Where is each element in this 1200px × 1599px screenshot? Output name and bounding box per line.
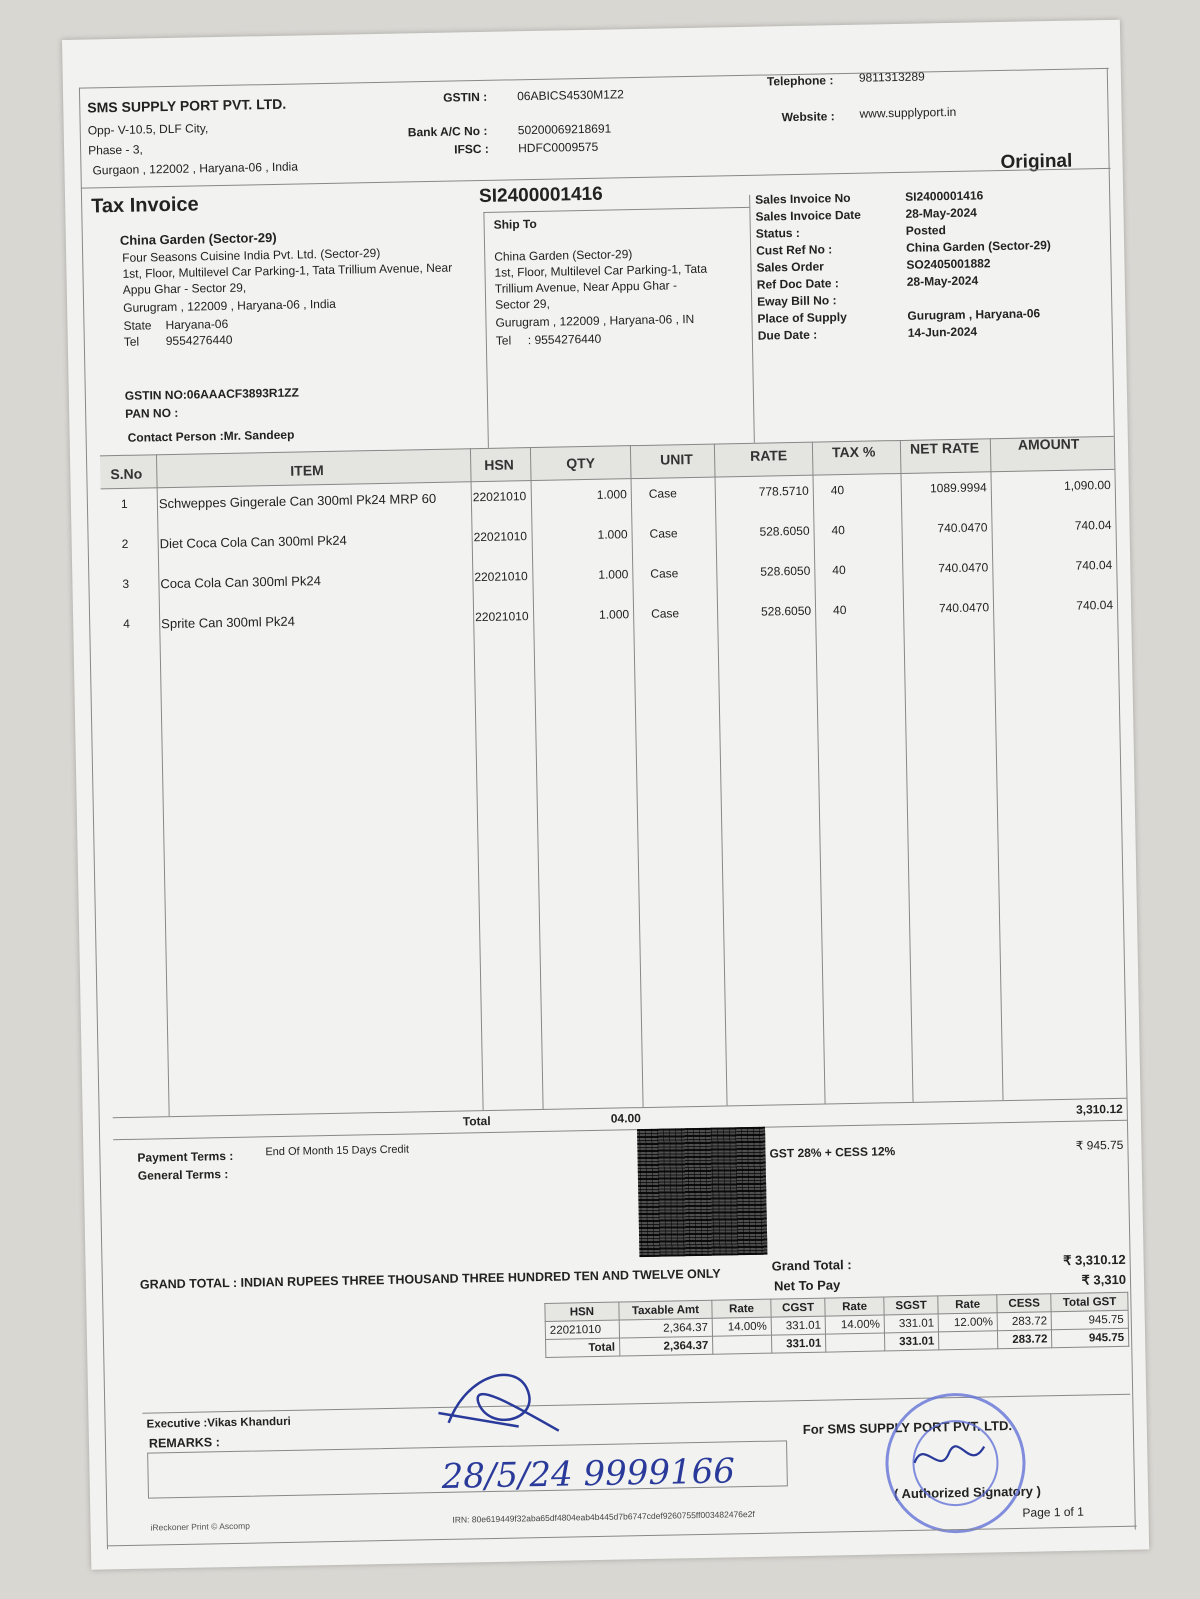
gstin-label: GSTIN : [443,89,488,105]
stamp-signature [909,1436,990,1478]
header-sno: S.No [110,465,143,483]
bill-to-gstin: GSTIN NO:06AAACF3893R1ZZ [124,385,299,403]
tax-cell: 14.00% [825,1315,884,1334]
tax-total-cell: 331.01 [885,1332,940,1351]
authorized-signatory: ( Authorized Signatory ) [893,1483,1042,1502]
item-hsn: 22021010 [473,529,528,545]
grand-total-value: ₹ 3,310.12 [1062,1251,1126,1269]
irn-number: IRN: 80e619449f32aba65df4804eab4b445d7b6747cdef9260755ff003482476e2f [452,1508,755,1525]
item-item: Diet Coca Cola Can 300ml Pk24 [159,532,347,552]
header-unit: UNIT [660,450,693,468]
meta-label: Ref Doc Date : [756,276,839,292]
bill-to-line4: Gurugram , 122009 , Haryana-06 , India [123,296,337,315]
bill-to-name: China Garden (Sector-29) [119,229,277,248]
bill-to-line2: 1st, Floor, Multilevel Car Parking-1, Tata Trillium Avenue, Near [122,260,453,281]
tax-cell: 22021010 [545,1320,619,1339]
grand-total-label: Grand Total : [771,1257,852,1274]
item-sno: 3 [122,576,130,591]
tax-cell: 331.01 [771,1316,826,1335]
meta-value: Posted [905,223,946,238]
meta-label: Status : [755,225,800,241]
ship-to-line2: 1st, Floor, Multilevel Car Parking-1, Tata [494,261,708,280]
page-number: Page 1 of 1 [1022,1504,1084,1520]
item-rate: 528.6050 [760,603,812,619]
total-amount: 3,310.12 [1075,1101,1123,1117]
bank-value: 50200069218691 [517,121,612,138]
meta-label: Cust Ref No : [756,242,833,258]
table-row [103,592,1117,635]
telephone-label: Telephone : [766,73,834,89]
tax-header-cell: Taxable Amt [619,1300,713,1320]
item-tax: 40 [830,483,845,498]
tax-header-cell: Total GST [1051,1292,1128,1311]
gst-label: GST 28% + CESS 12% [769,1144,896,1161]
tax-header-cell: SGST [884,1296,939,1315]
header-item: ITEM [290,462,324,479]
tax-cell: 14.00% [712,1317,771,1336]
item-amount: 740.04 [1075,557,1113,573]
item-rate: 528.6050 [759,523,810,539]
item-tax: 40 [832,603,847,618]
gstin-value: 06ABICS4530M1Z2 [517,87,625,104]
item-sno: 2 [121,536,129,551]
invoice-paper [62,20,1149,1570]
general-terms-label: General Terms : [137,1167,229,1183]
tax-cell: 945.75 [1051,1310,1128,1329]
invoice-number: SI2400001416 [478,183,603,208]
meta-label: Sales Invoice No [755,190,851,207]
top-border [79,68,1109,89]
company-address-line1: Opp- V-10.5, DLF City, [87,121,209,138]
ship-to-line1: China Garden (Sector-29) [494,247,633,264]
telephone-value: 9811313289 [858,69,925,85]
company-address-line2: Phase - 3, [87,142,143,158]
executive: Executive :Vikas Khanduri [146,1415,291,1431]
bank-label: Bank A/C No : [407,123,488,140]
item-sno: 4 [123,616,131,631]
for-company: For SMS SUPPLY PORT PVT. LTD. [802,1418,1013,1438]
meta-value: China Garden (Sector-29) [906,238,1051,255]
tax-cell: 12.00% [938,1313,997,1332]
tax-cell: 331.01 [884,1314,939,1333]
item-tax: 40 [832,563,846,578]
tax-summary-table [544,1292,1129,1358]
table-row [102,552,1116,595]
header-amount: AMOUNT [1017,435,1080,453]
qr-code [637,1127,767,1257]
website-value: www.supplyport.in [859,104,957,121]
item-item: Sprite Can 300ml Pk24 [161,613,296,632]
item-tax: 40 [831,523,846,538]
signature-scribble [427,1361,569,1444]
tax-total-cell [713,1335,772,1354]
item-qty: 1.000 [597,527,628,542]
item-rate: 778.5710 [758,483,809,499]
bill-to-state: Haryana-06 [165,316,229,333]
meta-value: 28-May-2024 [906,273,979,289]
company-name: SMS SUPPLY PORT PVT. LTD. [87,95,287,116]
bill-to-pan: PAN NO : [125,405,179,421]
item-hsn: 22021010 [472,489,527,505]
website-label: Website : [781,109,835,125]
item-rate: 528.6050 [760,563,811,579]
shipto-meta-divider [749,195,755,443]
ship-to-line4: Sector 29, [495,296,550,312]
header-hsn: HSN [484,456,514,473]
tax-total-cell: 283.72 [998,1330,1053,1349]
net-to-pay-label: Net To Pay [773,1277,841,1294]
ship-to-line3: Trillium Avenue, Near Appu Ghar - [494,278,678,296]
ship-to-label: Ship To [493,216,537,232]
bottom-border [107,1526,1137,1547]
ifsc-label: IFSC : [454,141,489,157]
shipto-top-border [483,207,749,213]
document-title: Tax Invoice [90,193,199,218]
meta-label: Sales Order [756,259,824,275]
bill-to-tel-label: Tel [123,334,140,349]
meta-value: SO2405001882 [906,256,991,272]
item-sno: 1 [120,496,128,511]
item-hsn: 22021010 [475,609,529,625]
item-unit: Case [650,606,680,621]
bill-to-state-label: State [123,318,152,333]
payment-terms-label: Payment Terms : [137,1148,234,1165]
total-qty: 04.00 [610,1111,641,1126]
tax-header-cell: Rate [712,1299,771,1318]
item-unit: Case [650,566,679,581]
payment-terms-value: End Of Month 15 Days Credit [265,1143,410,1159]
bill-to-line1: Four Seasons Cuisine India Pvt. Ltd. (Sector-29) [122,245,381,265]
item-unit: Case [648,486,677,501]
remarks-label: REMARKS : [148,1435,220,1451]
total-label: Total [462,1113,491,1129]
handwritten-note: 28/5/24 9999166 [441,1451,736,1497]
meta-label: Eway Bill No : [757,293,837,309]
meta-label: Sales Invoice Date [755,207,862,224]
item-qty: 1.000 [598,607,630,622]
ship-to-line5: Gurugram , 122009 , Haryana-06 , IN [495,311,695,330]
meta-value: 28-May-2024 [905,205,978,221]
tax-header-cell: HSN [545,1302,619,1321]
item-item: Schweppes Gingerale Can 300ml Pk24 MRP 60 [158,490,437,512]
gst-amount: ₹ 945.75 [1075,1137,1124,1153]
ifsc-value: HDFC0009575 [518,139,599,156]
left-border [79,88,108,1550]
header-rate: RATE [749,447,788,464]
tax-total-cell: 2,364.37 [619,1336,713,1356]
net-to-pay-value: ₹ 3,310 [1081,1271,1127,1288]
header-tax: TAX % [831,443,876,461]
tax-header-cell: Rate [825,1297,884,1316]
item-amount: 740.04 [1074,517,1112,533]
item-unit: Case [649,526,678,541]
bill-to-line3: Appu Ghar - Sector 29, [122,280,247,297]
meta-value: Gurugram , Haryana-06 [907,306,1041,323]
item-qty: 1.000 [598,567,629,582]
item-net-rate: 740.0470 [938,600,990,616]
item-item: Coca Cola Can 300ml Pk24 [160,573,321,592]
billto-shipto-divider [483,212,489,448]
tax-total-cell: Total [546,1338,620,1357]
tax-total-cell [826,1333,885,1352]
bill-to-tel: 9554276440 [165,332,233,349]
tax-cell: 283.72 [997,1312,1052,1331]
item-hsn: 22021010 [474,569,528,585]
meta-value: 14-Jun-2024 [907,324,978,340]
ship-to-tel-label: Tel [495,333,512,348]
grand-total-words: GRAND TOTAL : INDIAN RUPEES THREE THOUSAND THREE HUNDRED TEN AND TWELVE ONLY [139,1266,721,1292]
header-qty: QTY [566,454,596,472]
item-qty: 1.000 [596,487,627,502]
item-net-rate: 740.0470 [938,560,989,576]
item-net-rate: 740.0470 [937,520,988,536]
company-address-line3: Gurgaon , 122002 , Haryana-06 , India [92,159,299,178]
contact-person: Contact Person :Mr. Sandeep [127,427,295,445]
tax-total-cell: 331.01 [772,1334,827,1353]
invoice-meta [755,186,1118,346]
meta-label: Place of Supply [757,309,847,326]
item-net-rate: 1089.9994 [929,480,987,496]
table-row [101,512,1115,555]
item-amount: 740.04 [1076,597,1114,613]
meta-value: SI2400001416 [905,188,984,204]
copy-label: Original [1000,150,1073,174]
tax-total-cell [939,1331,998,1350]
tax-header-cell: CGST [771,1298,826,1317]
tax-total-cell: 945.75 [1052,1328,1129,1347]
tax-cell: 2,364.37 [619,1318,713,1338]
ship-to-tel: : 9554276440 [527,331,602,348]
tax-header-cell: Rate [938,1295,997,1314]
software-credit: iReckoner Print © Ascomp [150,1520,250,1533]
tax-header-cell: CESS [997,1294,1052,1313]
header-net-rate: NET RATE [909,439,980,457]
item-amount: 1,090.00 [1063,477,1111,493]
meta-label: Due Date : [757,327,818,343]
